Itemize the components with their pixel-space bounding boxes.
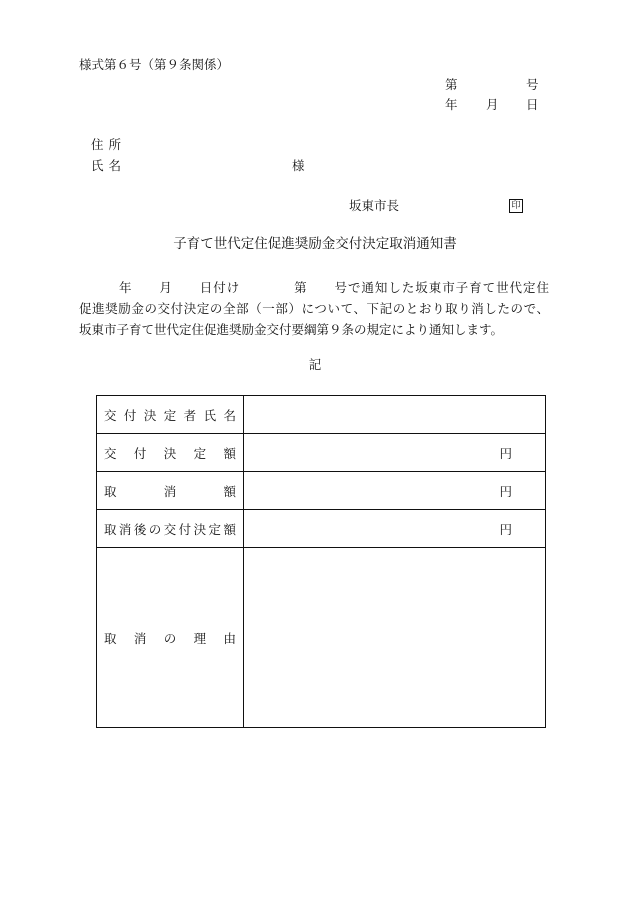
body-line-3: 坂東市子育て世代定住促進奨励金交付要綱第９条の規定により通知します。: [79, 322, 504, 337]
document-number-prefix: 第: [445, 77, 458, 92]
row-label: 取消額: [97, 472, 244, 510]
form-number: 様式第６号（第９条関係）: [79, 57, 230, 72]
detail-table: [96, 395, 546, 728]
seal-mark: 印: [509, 199, 523, 213]
row-label: 取消後の交付決定額: [97, 510, 244, 548]
row-value: [244, 396, 546, 434]
table-row: [97, 434, 546, 472]
row-label: 取消の理由: [97, 548, 244, 728]
name-label: 氏名: [91, 158, 127, 173]
honorific: 様: [292, 158, 305, 173]
document-number-suffix: 号: [526, 77, 539, 92]
table-row: [97, 472, 546, 510]
table-row: [97, 396, 546, 434]
row-value: 円: [244, 472, 546, 510]
row-value: [244, 548, 546, 728]
row-label: 交付決定者氏名: [97, 396, 244, 434]
issuer-title: 坂東市長: [349, 198, 400, 213]
body-text: [79, 277, 549, 340]
row-value: 円: [244, 434, 546, 472]
date-month: 月: [486, 97, 499, 112]
date-year: 年: [445, 97, 458, 112]
body-line-2: 促進奨励金の交付決定の全部（一部）について、下記のとおり取り消したので、: [79, 301, 549, 316]
row-label: 交付決定額: [97, 434, 244, 472]
date-day: 日: [526, 97, 539, 112]
address-label: 住所: [91, 137, 127, 152]
row-value: 円: [244, 510, 546, 548]
body-line-1: 年 月 日付け 第 号で通知した坂東市子育て世代定住: [119, 280, 549, 295]
ki-heading: 記: [308, 357, 322, 372]
table-row: [97, 510, 546, 548]
table-row: [97, 548, 546, 728]
document-title: 子育て世代定住促進奨励金交付決定取消通知書: [173, 236, 457, 252]
